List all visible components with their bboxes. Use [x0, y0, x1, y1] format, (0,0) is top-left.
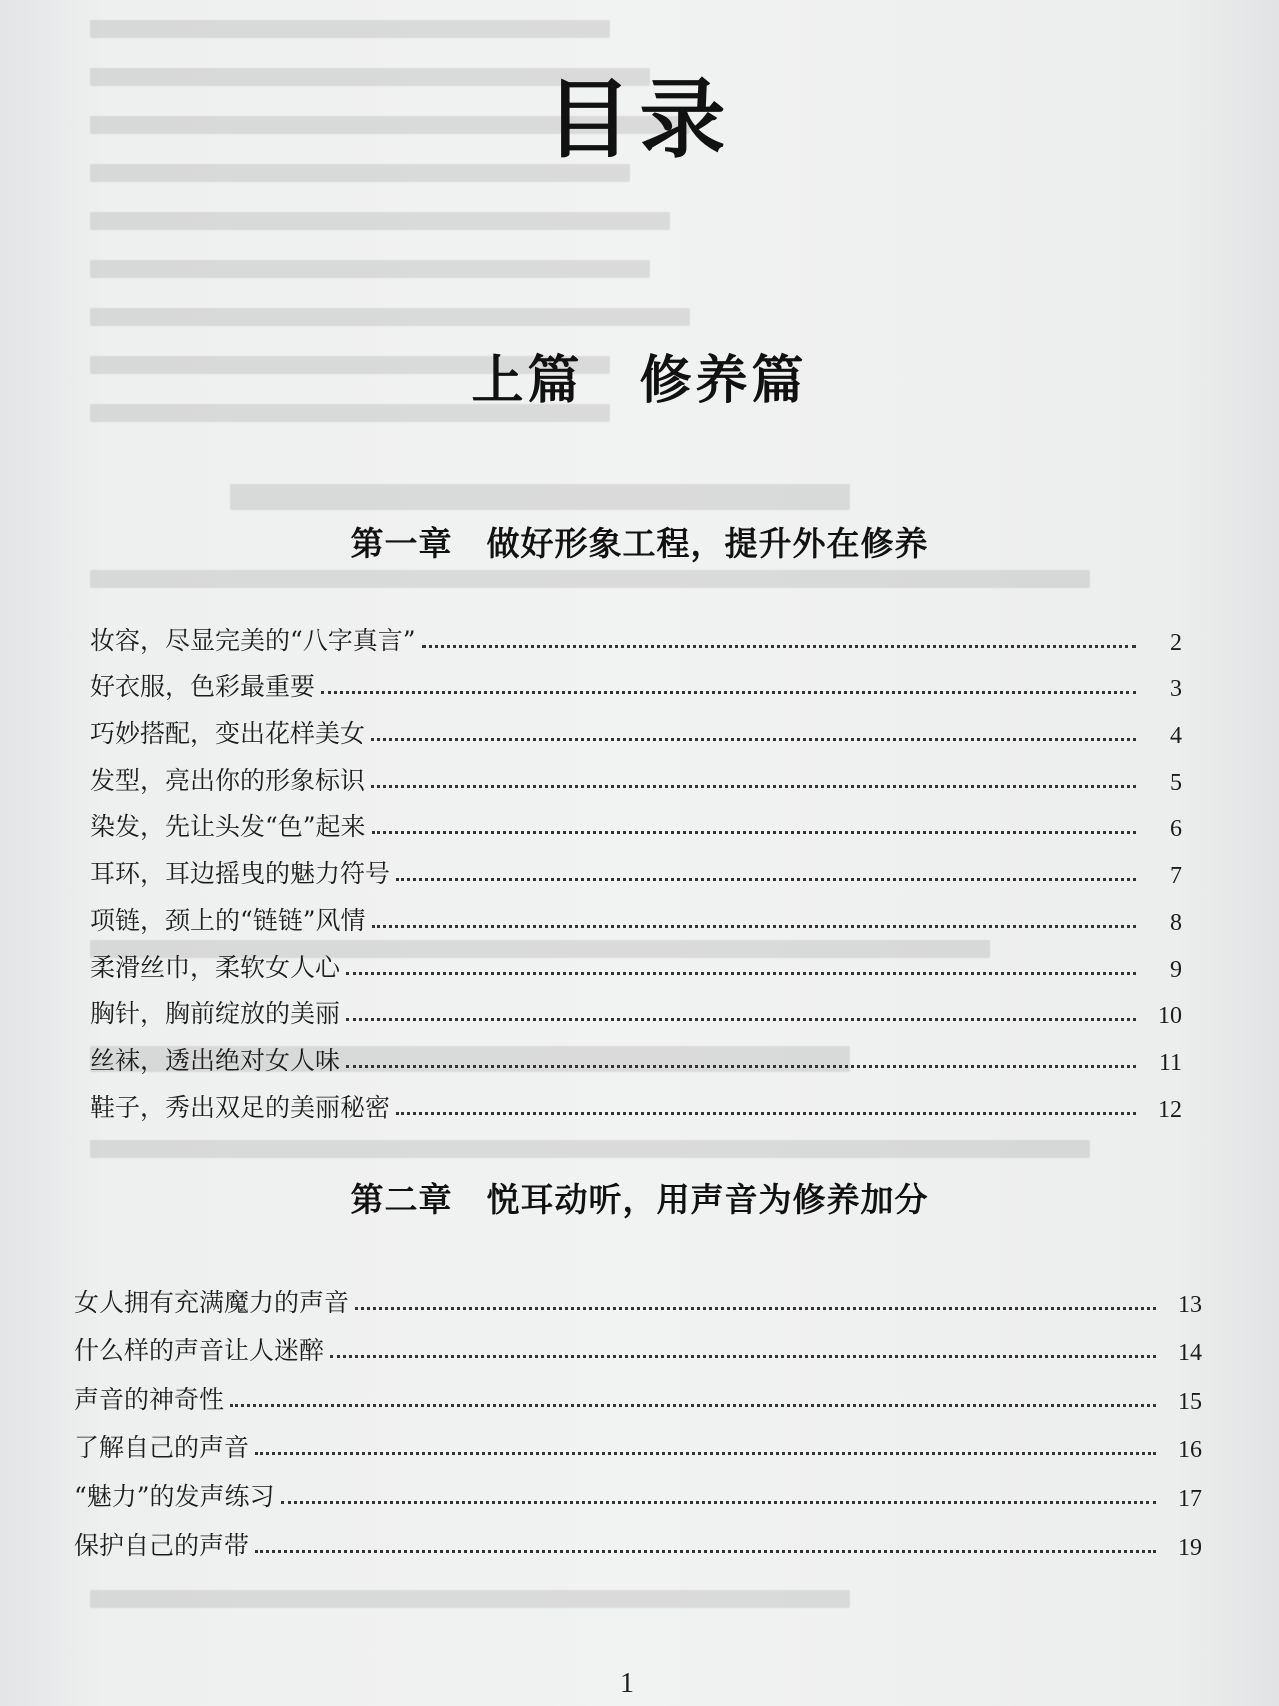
toc-entry[interactable]	[90, 843, 1182, 890]
part-heading: 上篇 修养篇	[471, 350, 808, 411]
toc-entry[interactable]	[90, 610, 1182, 657]
dot-leader	[422, 645, 1136, 648]
entry-title: 什么样的声音让人迷醉	[74, 1336, 325, 1366]
entry-title: 染发，先让头发“色”起来	[90, 812, 366, 842]
entry-title: 柔滑丝巾，柔软女人心	[90, 952, 341, 982]
entry-page: 4	[1170, 723, 1182, 750]
entry-page: 14	[1178, 1340, 1202, 1367]
dot-leader	[330, 1355, 1156, 1358]
toc-title: 目录	[545, 69, 734, 170]
toc-entry[interactable]	[74, 1270, 1202, 1319]
chapter-heading: 第一章 做好形象工程，提升外在修养	[350, 524, 929, 563]
entry-title: 项链，颈上的“链链”风情	[90, 905, 366, 935]
chapter-1-entries	[90, 610, 1182, 1124]
dot-leader	[372, 831, 1136, 834]
toc-entry[interactable]	[74, 1319, 1202, 1368]
entry-page: 19	[1178, 1534, 1202, 1561]
entry-title: 丝袜，透出绝对女人味	[90, 1045, 341, 1075]
dot-leader	[281, 1501, 1156, 1504]
entry-page: 6	[1170, 816, 1182, 843]
toc-entry[interactable]	[74, 1367, 1202, 1416]
toc-entry[interactable]	[90, 1077, 1182, 1124]
entry-title: 胸针，胸前绽放的美丽	[90, 999, 341, 1029]
entry-title: 鞋子，秀出双足的美丽秘密	[90, 1092, 391, 1122]
toc-entry[interactable]	[90, 1030, 1182, 1077]
entry-title: 耳环，耳边摇曳的魅力符号	[90, 859, 391, 889]
entry-page: 17	[1178, 1485, 1202, 1512]
entry-page: 10	[1158, 1003, 1182, 1030]
dot-leader	[255, 1550, 1156, 1553]
toc-entry[interactable]	[74, 1464, 1202, 1513]
dot-leader	[396, 878, 1136, 881]
page-number: 1	[620, 1668, 634, 1699]
dot-leader	[346, 972, 1136, 975]
dot-leader	[230, 1404, 1156, 1407]
dot-leader	[371, 785, 1136, 788]
chapter-heading: 第二章 悦耳动听，用声音为修养加分	[350, 1180, 929, 1219]
toc-entry[interactable]	[74, 1513, 1202, 1562]
dot-leader	[321, 691, 1136, 694]
entry-page: 15	[1178, 1388, 1202, 1415]
entry-title: 好衣服，色彩最重要	[90, 672, 316, 702]
entry-page: 3	[1170, 676, 1182, 703]
toc-entry[interactable]	[90, 937, 1182, 984]
entry-page: 7	[1170, 863, 1182, 890]
entry-title: 保护自己的声带	[74, 1530, 250, 1560]
toc-entry[interactable]	[90, 797, 1182, 844]
toc-entry[interactable]	[90, 984, 1182, 1031]
entry-title: 巧妙搭配，变出花样美女	[90, 719, 366, 749]
entry-title: 发型，亮出你的形象标识	[90, 765, 366, 795]
toc-entry[interactable]	[90, 750, 1182, 797]
dot-leader	[346, 1065, 1136, 1068]
entry-title: 妆容，尽显完美的“八字真言”	[90, 625, 416, 655]
toc-entry[interactable]	[90, 657, 1182, 704]
entry-title: 了解自己的声音	[74, 1433, 250, 1463]
dot-leader	[371, 738, 1136, 741]
dot-leader	[255, 1452, 1156, 1455]
dot-leader	[372, 925, 1136, 928]
entry-page: 2	[1170, 629, 1182, 656]
entry-title: 女人拥有充满魔力的声音	[74, 1287, 350, 1317]
toc-entry[interactable]	[74, 1416, 1202, 1465]
entry-page: 13	[1178, 1291, 1202, 1318]
entry-page: 9	[1170, 956, 1182, 983]
entry-page: 16	[1178, 1437, 1202, 1464]
entry-page: 8	[1170, 909, 1182, 936]
entry-page: 5	[1170, 769, 1182, 796]
toc-entry[interactable]	[90, 703, 1182, 750]
toc-entry[interactable]	[90, 890, 1182, 937]
dot-leader	[346, 1018, 1136, 1021]
entry-title: “魅力”的发声练习	[74, 1481, 275, 1511]
entry-title: 声音的神奇性	[74, 1384, 225, 1414]
chapter-2-entries	[74, 1270, 1202, 1562]
dot-leader	[396, 1112, 1136, 1115]
entry-page: 11	[1158, 1049, 1182, 1076]
dot-leader	[355, 1307, 1156, 1310]
entry-page: 12	[1158, 1096, 1182, 1123]
